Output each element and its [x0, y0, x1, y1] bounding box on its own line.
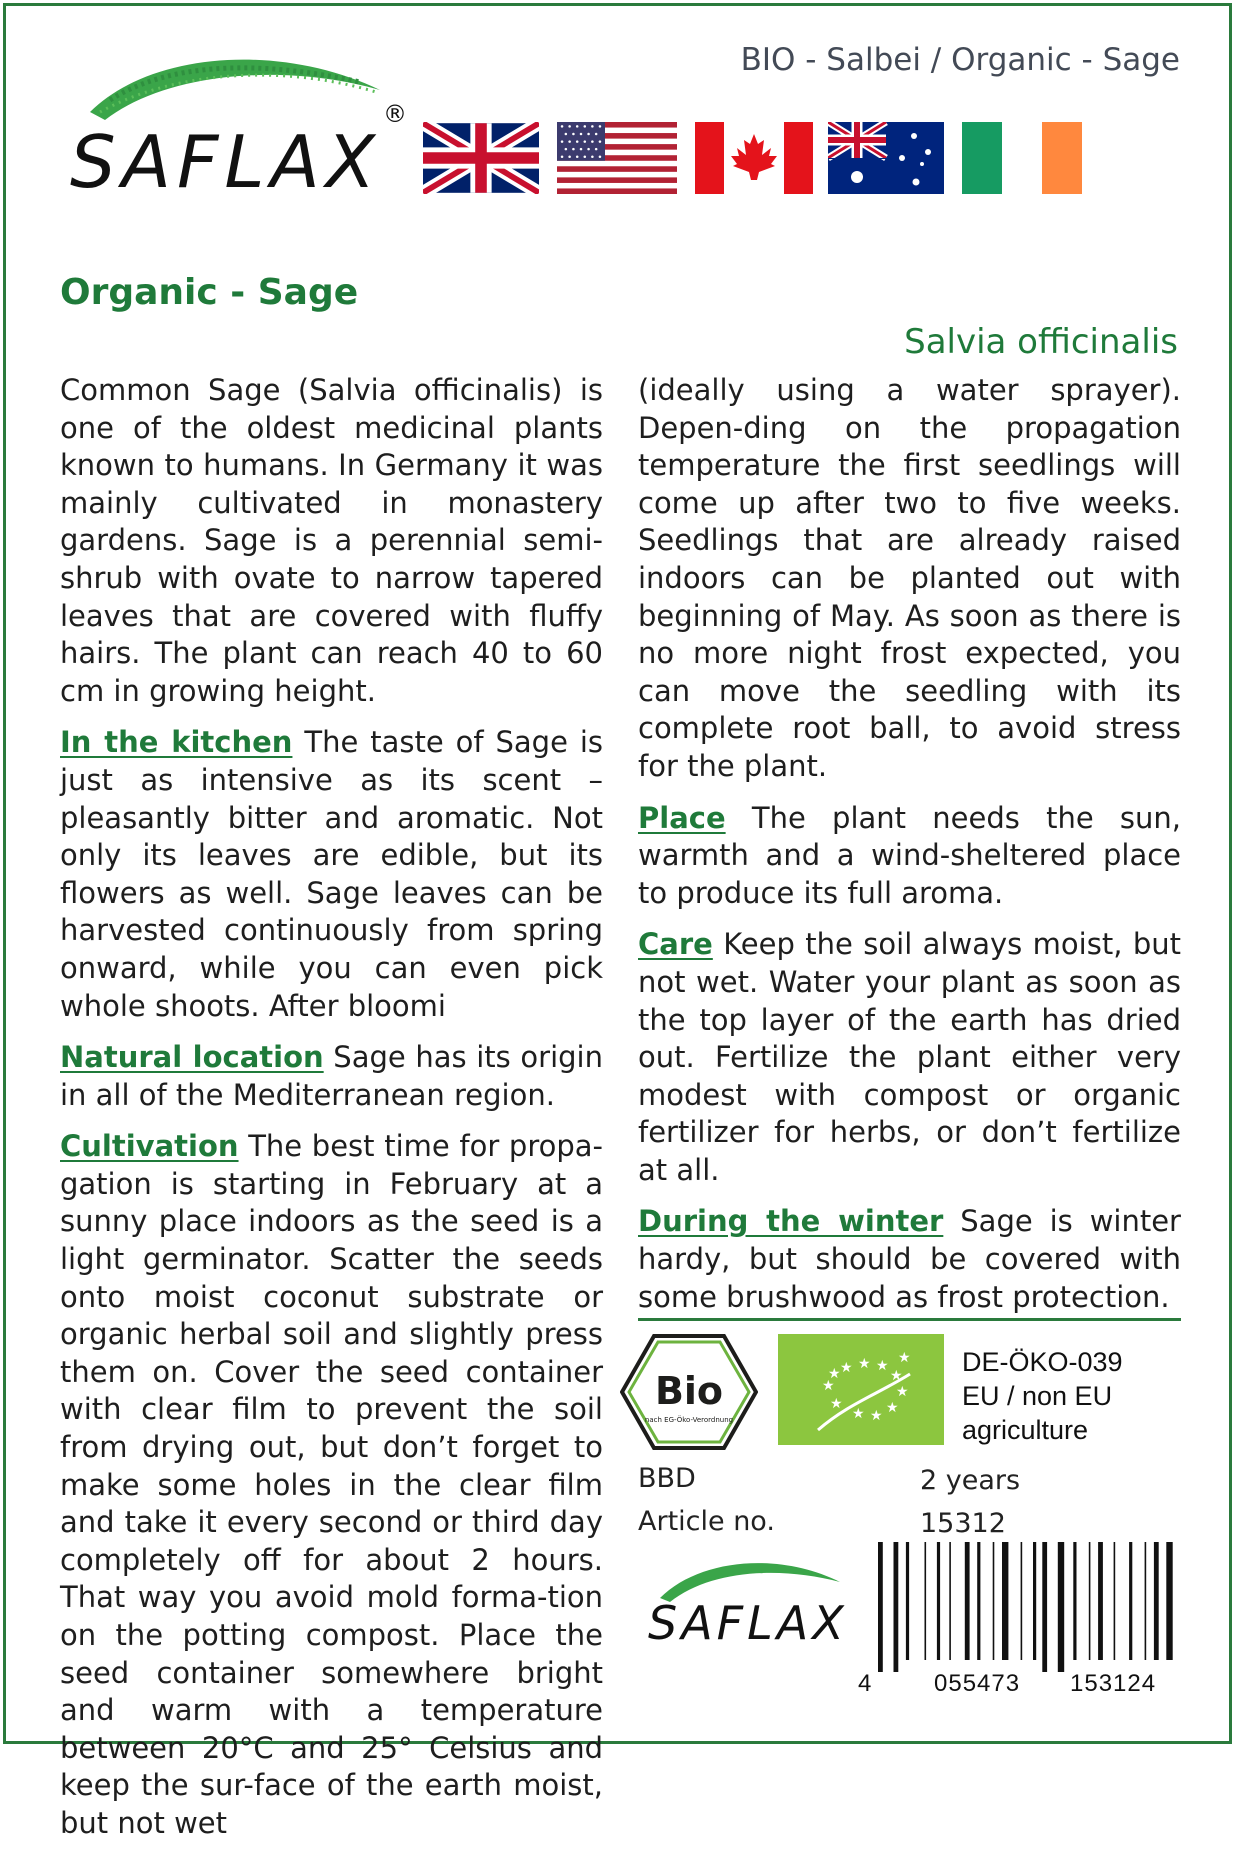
barcode-bar [1089, 1542, 1091, 1660]
intro-paragraph: Common Sage (Salvia officinalis) is one of the oldest medicinal plants known to humans. In Germany it was mainly cultivated in monastery gardens. Sage is a perennial semi-shrub with ovate to narrow tapered leaves that are covered with fluffy hairs. The plant can reach 40 to 60 cm in growing height. [60, 373, 603, 708]
saflax-logo-small [640, 1552, 860, 1662]
cultivation-heading: Cultivation [60, 1129, 239, 1164]
barcode-group-2: 153124 [1070, 1670, 1157, 1697]
bio-seal-label: Bio [654, 1369, 724, 1413]
eu-organic-leaf-icon [778, 1334, 944, 1445]
article-value: 15312 [920, 1508, 1006, 1539]
cert-divider [638, 1318, 1181, 1321]
cultivation-continued: (ideally using a water sprayer). Depen-ding on the propagation temperature the first seedlings will come up after two to five weeks. Seedlings that are already raised indoors can be planted out with beginning of May. As soon as there is no more night frost expected, you can move the seedling with its complete root ball, to avoid stress for the plant. [638, 373, 1181, 783]
barcode-bar [1021, 1542, 1023, 1660]
care-text: Keep the soil always moist, but not wet. Water your plant as soon as the top layer of the earth has dried out. Fertilize the plant either very modest with compost or organic fertilizer for herbs, or don’t fertilize at all. [638, 927, 1181, 1187]
kitchen-text: The taste of Sage is just as intensive as its scent – pleasantly bitter and aromatic. Not only its leaves are edible, but its flowers as well. Sage leaves can be harvested continuously from spring onward, while you can even pick whole shoots. After bloomi [60, 725, 603, 1023]
control-code-line: DE-ÖKO-039 [962, 1347, 1123, 1377]
canada-flag-icon [695, 122, 813, 194]
logo-wordmark: SAFLAX [70, 120, 382, 204]
svg-text:★: ★ [830, 1396, 843, 1412]
barcode-bar [878, 1542, 883, 1672]
barcode-bar [894, 1542, 899, 1672]
registered-mark: ® [383, 100, 407, 128]
barcode-bar [1002, 1542, 1008, 1660]
agriculture-line: agriculture [962, 1415, 1089, 1445]
us-flag-icon [557, 122, 677, 194]
saflax-logo [60, 42, 415, 217]
bio-seal-icon [620, 1332, 758, 1452]
location-text: Sage has its origin in all of the Mediterranean region. [60, 1040, 603, 1112]
svg-text:★: ★ [890, 1368, 903, 1384]
barcode-bar [1145, 1542, 1147, 1660]
care-heading: Care [638, 927, 713, 962]
cultivation-section [60, 1128, 603, 1842]
location-heading: Natural location [60, 1040, 324, 1075]
barcode-bar [1129, 1542, 1132, 1660]
barcode-first-digit: 4 [858, 1670, 872, 1697]
barcode-bars [852, 1542, 1182, 1672]
barcode-bar [906, 1542, 909, 1660]
kitchen-heading: In the kitchen [60, 725, 293, 760]
svg-text:★: ★ [898, 1350, 911, 1366]
logo-small-wordmark: SAFLAX [648, 1596, 848, 1650]
barcode-bar [1058, 1542, 1064, 1672]
place-section [638, 800, 1181, 913]
article-label: Article no. [638, 1506, 775, 1537]
organic-control-code [962, 1345, 1123, 1447]
place-heading: Place [638, 800, 726, 835]
header-product-tag: BIO - Salbei / Organic - Sage [740, 42, 1180, 78]
svg-text:★: ★ [876, 1358, 889, 1374]
svg-text:★: ★ [840, 1360, 853, 1376]
latin-name: Salvia officinalis [904, 322, 1178, 362]
barcode-bar [1073, 1542, 1076, 1660]
barcode-bar [949, 1542, 951, 1660]
ireland-flag-icon [962, 122, 1082, 194]
uk-flag-icon [423, 122, 539, 194]
barcode-bar [937, 1542, 940, 1660]
cultivation-text: The best time for propa-gation is starting in February at a sunny place indoors as the seed is a light germinator. Scatter the seeds onto moist coconut substrate or organic herbal soil and slightly press them on. Cover the seed container with clear film to prevent the soil from drying out, but don’t forget to make some holes in the clear film and take it every second or third day completely off for about 2 hours. That way you avoid mold forma-tion on the potting compost. Place the seed container somewhere bright and warm with a temperature between 20°C and 25° Celsius and keep the sur-face of the earth moist, but not wet [60, 1129, 603, 1840]
product-title: Organic - Sage [60, 272, 359, 313]
right-text-column [638, 372, 1181, 1330]
barcode-bar [1042, 1542, 1047, 1672]
svg-text:★: ★ [828, 1366, 841, 1382]
barcode-group-1: 055473 [934, 1670, 1021, 1697]
winter-text: Sage is winter hardy, but should be covered with some brushwood as frost protection. [638, 1204, 1181, 1314]
left-text-column [60, 372, 603, 1857]
barcode-bar [1098, 1542, 1103, 1660]
barcode-bar [1114, 1542, 1116, 1660]
care-section [638, 926, 1181, 1189]
svg-text:★: ★ [852, 1406, 865, 1422]
winter-heading: During the winter [638, 1204, 944, 1239]
bbd-value: 2 years [920, 1465, 1021, 1496]
barcode-bar [1033, 1542, 1036, 1660]
bbd-label: BBD [638, 1463, 696, 1494]
barcode-bar [925, 1542, 927, 1660]
svg-text:★: ★ [886, 1400, 899, 1416]
winter-section [638, 1203, 1181, 1316]
australia-flag-icon [828, 122, 944, 194]
svg-text:★: ★ [822, 1378, 835, 1394]
svg-text:★: ★ [870, 1408, 883, 1424]
svg-text:★: ★ [858, 1356, 871, 1372]
origin-line: EU / non EU [962, 1381, 1113, 1411]
barcode-bar [1166, 1542, 1172, 1660]
barcode-bar [977, 1542, 980, 1660]
barcode-bar [1154, 1542, 1159, 1660]
bio-seal-sub: nach EG-Öko-Verordnung [644, 1416, 734, 1424]
barcode-bar [965, 1542, 970, 1660]
kitchen-section [60, 724, 603, 1025]
place-text: The plant needs the sun, warmth and a wind-sheltered place to produce its full aroma. [638, 800, 1181, 910]
location-section [60, 1039, 603, 1114]
svg-text:★: ★ [896, 1384, 909, 1400]
ean-barcode [852, 1542, 1182, 1697]
barcode-bar [993, 1542, 995, 1660]
